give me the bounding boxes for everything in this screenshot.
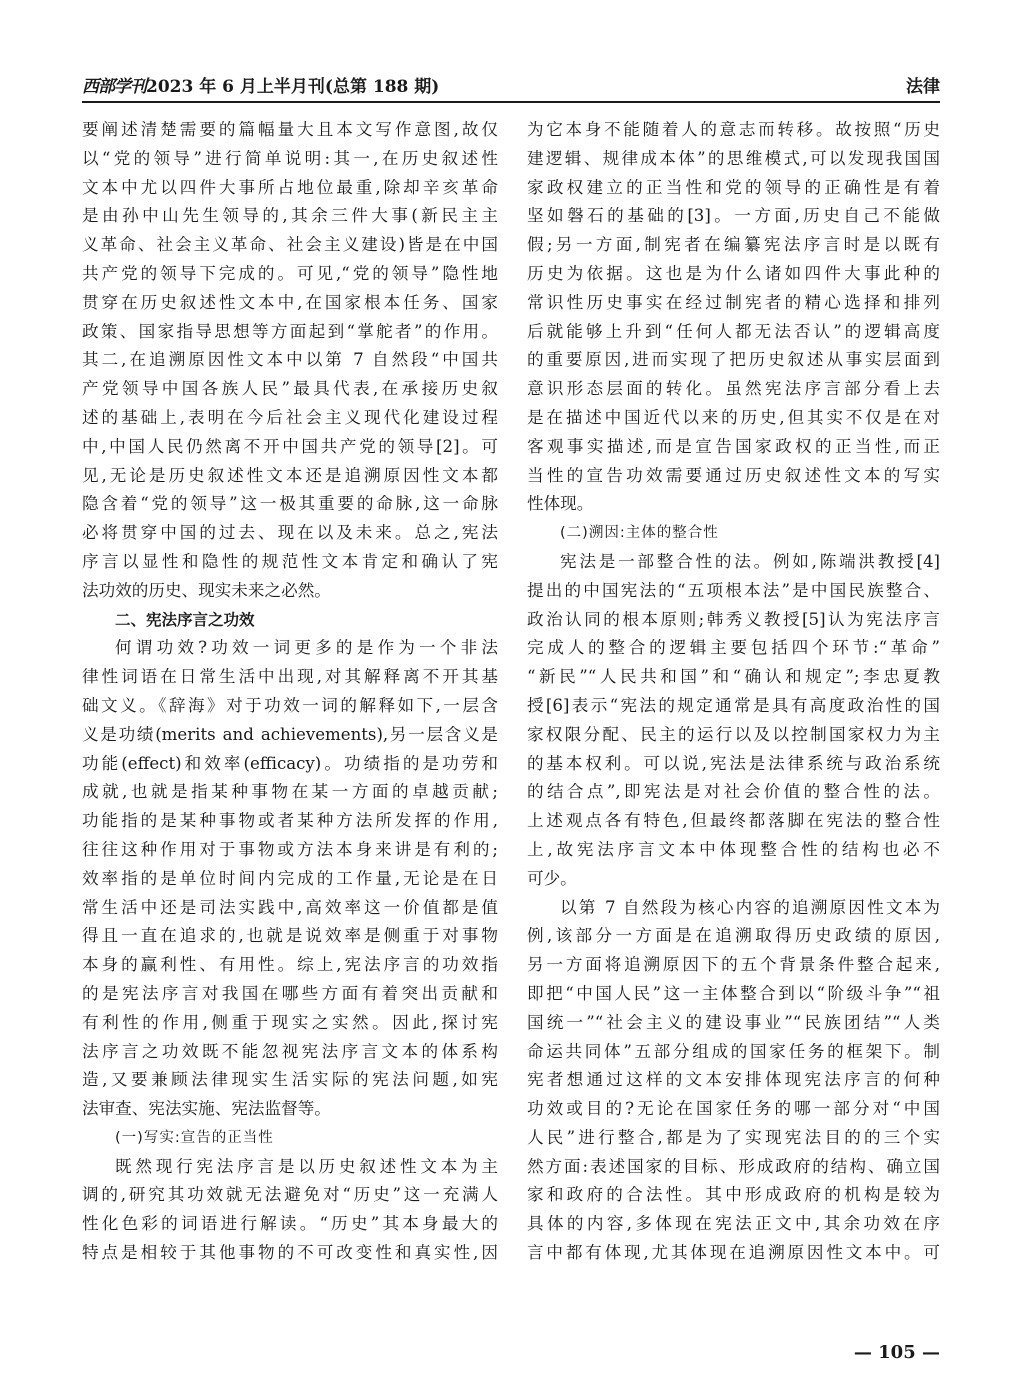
right-column (527, 116, 940, 1268)
text-line: 产党领导中国各族人民”最具代表,在承接历史叙 (82, 379, 498, 399)
text-line: 义是功绩(merits and achievements),另一层含义是 (82, 724, 498, 744)
text-line: 客观事实描述,而是宣告国家政权的正当性,而正 (527, 436, 940, 456)
text-line: 假;另一方面,制宪者在编纂宪法序言时是以既有 (527, 235, 940, 255)
running-header (82, 72, 940, 98)
text-line: 其二,在追溯原因性文本中以第 7 自然段“中国共 (82, 350, 498, 370)
text-line: 是在描述中国近代以来的历史,但其实不仅是在对 (527, 407, 940, 427)
text-line: 即把“中国人民”这一主体整合到以“阶级斗争”“祖 (527, 983, 940, 1003)
text-line: 命运共同体”五部分组成的国家任务的框架下。制 (527, 1041, 940, 1061)
section-heading: 二、宪法序言之功效 (115, 610, 255, 629)
text-line: 隐含着“党的领导”这一极其重要的命脉,这一命脉 (82, 494, 498, 514)
text-line: 意识形态层面的转化。虽然宪法序言部分看上去 (527, 379, 940, 399)
text-line: 提出的中国宪法的“五项根本法”是中国民族整合、 (527, 580, 940, 600)
text-line: 然方面:表述国家的目标、形成政府的结构、确立国 (527, 1156, 940, 1176)
text-line: 为它本身不能随着人的意志而转移。故按照“历史 (527, 120, 940, 139)
text-line: 往往这种作用对于事物或方法本身来讲是有利的; (82, 839, 498, 859)
text-line: 效率指的是单位时间内完成的工作量,无论是在日 (82, 868, 498, 888)
text-line: 授[6]表示“宪法的规定通常是具有高度政治性的国 (527, 695, 940, 715)
text-line: 以“党的领导”进行简单说明:其一,在历史叙述性 (82, 148, 498, 168)
section-heading: (二)溯因:主体的整合性 (560, 525, 719, 542)
text-line: 例,该部分一方面是在追溯取得历史政绩的原因, (527, 926, 940, 946)
text-line: 成就,也就是指某种事物在某一方面的卓越贡献; (82, 782, 498, 802)
text-line: 法功效的历史、现实未来之必然。 (82, 580, 331, 600)
text-line: 功能(effect)和效率(efficacy)。功绩指的是功劳和 (82, 753, 498, 773)
text-line: 性化色彩的词语进行解读。“历史”其本身最大的 (82, 1214, 498, 1234)
text-line: 功效或目的?无论在国家任务的哪一部分对“中国 (527, 1099, 940, 1119)
text-line: 后就能够上升到“任何人都无法否认”的逻辑高度 (527, 321, 940, 341)
text-line: 贯穿在历史叙述性文本中,在国家根本任务、国家 (82, 292, 498, 312)
text-line: 另一方面将追溯原因下的五个背景条件整合起来, (527, 955, 940, 975)
text-line: 宪法是一部整合性的法。例如,陈端洪教授[4] (560, 551, 940, 571)
text-line: 序言以显性和隐性的规范性文本肯定和确认了宪 (82, 551, 498, 571)
text-line: 家和政府的合法性。其中形成政府的机构是较为 (527, 1185, 940, 1205)
text-line: 法审查、宪法实施、宪法监督等。 (82, 1099, 331, 1119)
text-line: 上,故宪法序言文本中体现整合性的结构也必不 (527, 839, 940, 859)
text-line: 的结合点”,即宪法是对社会价值的整合性的法。 (527, 782, 940, 802)
text-line: 是由孙中山先生领导的,其余三件大事(新民主主 (82, 206, 498, 226)
text-line: 功能指的是某种事物或者某种方法所发挥的作用, (82, 811, 498, 831)
text-line: 中,中国人民仍然离不开中国共产党的领导[2]。可 (82, 436, 498, 456)
text-line: 政治认同的根本原则;韩秀义教授[5]认为宪法序言 (527, 609, 940, 629)
text-line: 述的基础上,表明在今后社会主义现代化建设过程 (82, 407, 498, 427)
text-line: 当性的宣告功效需要通过历史叙述性文本的写实 (527, 465, 940, 485)
text-line: 共产党的领导下完成的。可见,“党的领导”隐性地 (82, 263, 498, 283)
text-line: 性体现。 (527, 494, 594, 514)
text-line: “新民”“人民共和国”和“确认和规定”;李忠夏教 (527, 667, 940, 687)
left-column (82, 116, 498, 1268)
text-line: 历史为依据。这也是为什么诸如四件大事此种的 (527, 263, 940, 283)
text-line: 得且一直在追求的,也就是说效率是侧重于对事物 (82, 926, 498, 946)
text-line: 常生活中还是司法实践中,高效率这一价值都是值 (82, 897, 498, 917)
text-line: 以第 7 自然段为核心内容的追溯原因性文本为 (560, 897, 940, 917)
text-line: 常识性历史事实在经过制宪者的精心选择和排列 (527, 292, 940, 312)
text-line: 家政权建立的正当性和党的领导的正确性是有着 (527, 177, 940, 197)
text-line: 坚如磐石的基础的[3]。一方面,历史自己不能做 (527, 206, 940, 226)
page-number: — 105 — (853, 1342, 940, 1363)
text-line: 具体的内容,多体现在宪法正文中,其余功效在序 (527, 1214, 940, 1234)
text-line: 调的,研究其功效就无法避免对“历史”这一充满人 (82, 1185, 498, 1205)
header-rule (82, 101, 940, 103)
text-line: 家权限分配、民主的运行以及以控制国家权力为主 (527, 724, 940, 744)
text-line: 言中都有体现,尤其体现在追溯原因性文本中。可 (527, 1243, 940, 1263)
section-heading: (一)写实:宣告的正当性 (115, 1129, 274, 1146)
text-line: 的重要原因,进而实现了把历史叙述从事实层面到 (527, 350, 940, 370)
text-line: 本身的赢利性、有用性。综上,宪法序言的功效指 (82, 955, 498, 975)
text-line: 何谓功效?功效一词更多的是作为一个非法 (115, 638, 498, 658)
text-line: 要阐述清楚需要的篇幅量大且本文写作意图,故仅 (82, 120, 498, 139)
text-line: 上述观点各有特色,但最终都落脚在宪法的整合性 (527, 811, 940, 831)
text-line: 文本中尤以四件大事所占地位最重,除却辛亥革命 (82, 177, 498, 197)
text-line: 有利性的作用,侧重于现实之实然。因此,探讨宪 (82, 1012, 498, 1032)
text-line: 的基本权利。可以说,宪法是法律系统与政治系统 (527, 753, 940, 773)
text-line: 建逻辑、规律成本体”的思维模式,可以发现我国国 (527, 148, 940, 168)
text-line: 的是宪法序言对我国在哪些方面有着突出贡献和 (82, 983, 498, 1003)
text-line: 可少。 (527, 868, 577, 888)
text-line: 既然现行宪法序言是以历史叙述性文本为主 (115, 1156, 498, 1176)
journal-title (82, 72, 439, 97)
text-line: 完成人的整合的逻辑主要包括四个环节:“革命” (527, 638, 940, 658)
text-line: 政策、国家指导思想等方面起到“掌舵者”的作用。 (82, 321, 498, 341)
text-line: 特点是相较于其他事物的不可改变性和真实性,因 (82, 1243, 498, 1263)
text-line: 造,又要兼顾法律现实生活实际的宪法问题,如宪 (82, 1070, 498, 1090)
text-line: 律性词语在日常生活中出现,对其解释离不开其基 (82, 667, 498, 687)
journal-logo: 西部学刊 (82, 77, 146, 97)
text-line: 国统一”“社会主义的建设事业”“民族团结”“人类 (527, 1012, 940, 1032)
section-label: 法律 (906, 77, 940, 97)
text-line: 础文义。《辞海》对于功效一词的解释如下,一层含 (82, 695, 498, 715)
text-line: 义革命、社会主义革命、社会主义建设)皆是在中国 (82, 235, 498, 255)
text-line: 人民”进行整合,都是为了实现宪法目的的三个实 (527, 1127, 940, 1147)
text-line: 法序言之功效既不能忽视宪法序言文本的体系构 (82, 1041, 498, 1061)
text-line: 见,无论是历史叙述性文本还是追溯原因性文本都 (82, 465, 498, 485)
text-line: 宪者想通过这样的文本安排体现宪法序言的何种 (527, 1070, 940, 1090)
journal-issue: 2023 年 6 月上半月刊(总第 188 期) (146, 77, 440, 97)
text-line: 必将贯穿中国的过去、现在以及未来。总之,宪法 (82, 523, 498, 543)
